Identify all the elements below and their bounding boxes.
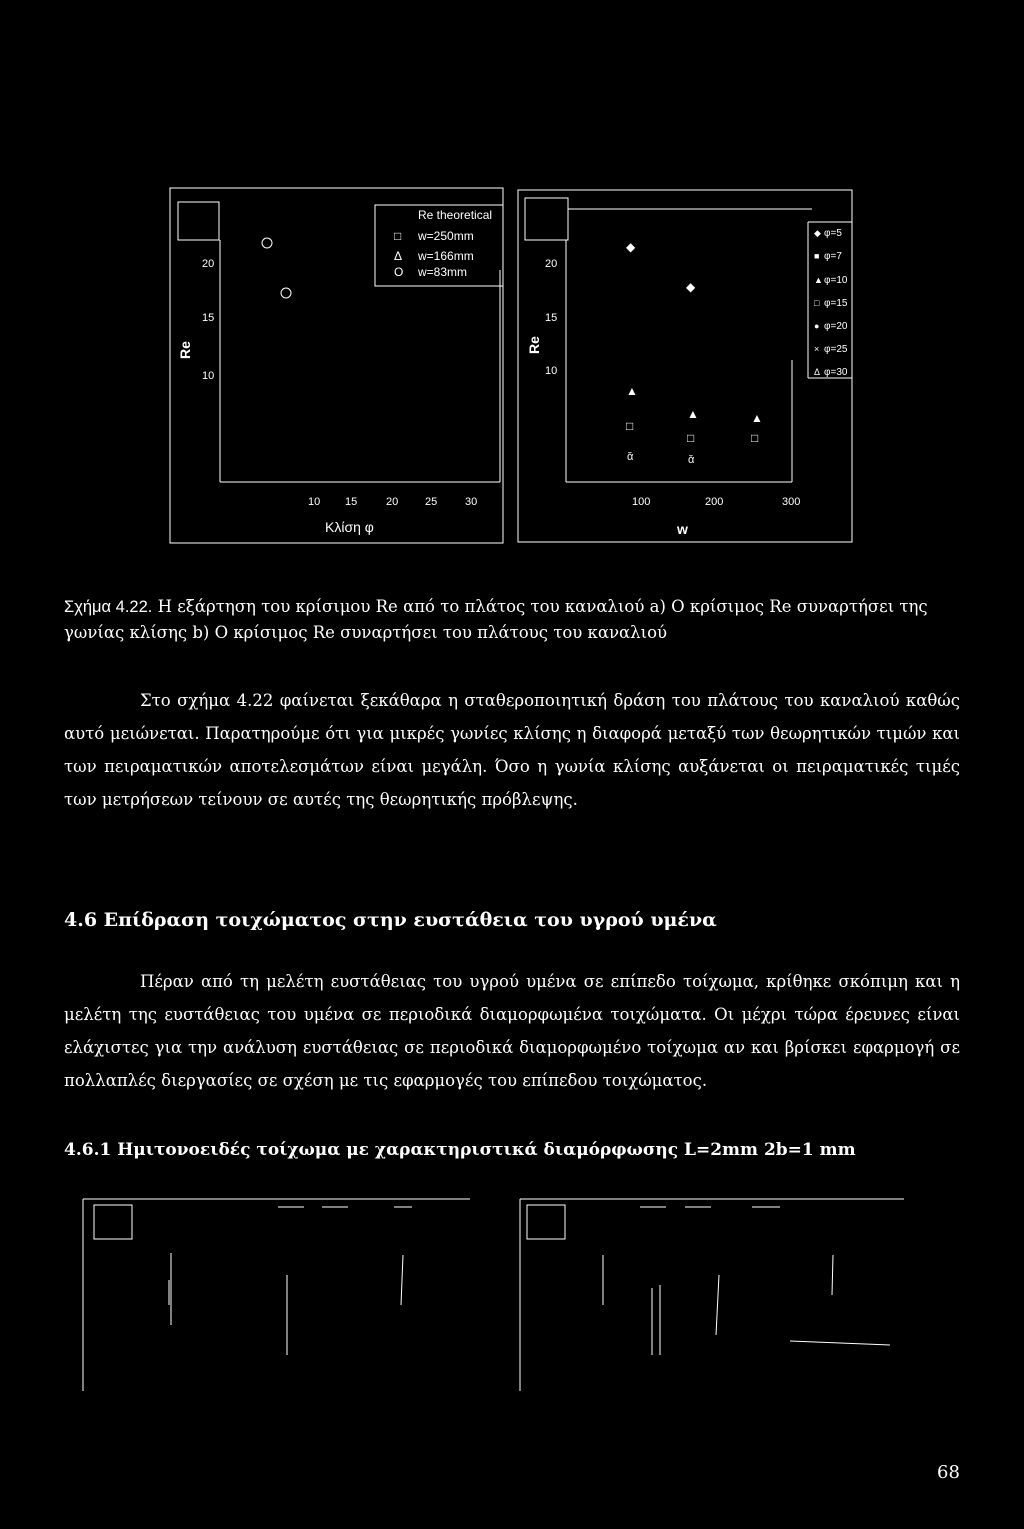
left-legend-title: Re theoretical xyxy=(418,208,493,222)
right-point-phi25-b: ᾰ xyxy=(688,454,695,466)
right-legend-marker-7: ■ xyxy=(814,251,820,261)
left-xtick-25: 25 xyxy=(425,496,438,508)
right-legend-label-10: φ=10 xyxy=(824,275,848,286)
figure-caption-text: Η εξάρτηση του κρίσιμου Re από το πλάτος του καναλιού a) O κρίσιμος Re συναρτήσει της γωνίας κλίσης b) Ο κρίσιμος Re συναρτήσει του πλάτους του καναλιού xyxy=(64,597,928,642)
right-legend-label-30: φ=30 xyxy=(824,367,848,378)
left-legend-marker-83: O xyxy=(394,265,404,279)
paragraph-1 xyxy=(64,684,960,816)
right-point-phi10-a: ▲ xyxy=(626,384,638,398)
left-ylabel: Re xyxy=(177,341,193,359)
left-point-w83-2 xyxy=(281,288,291,298)
left-xlabel: Κλίση φ xyxy=(325,519,374,535)
right-legend-label-25: φ=25 xyxy=(824,344,848,355)
right-point-phi15-b: □ xyxy=(687,431,695,445)
right-point-phi10-c: ▲ xyxy=(751,411,763,425)
left-xtick-20: 20 xyxy=(386,496,399,508)
right-xtick-100: 100 xyxy=(632,496,651,508)
left-legend-marker-250: □ xyxy=(394,229,402,243)
section-heading: 4.6 Επίδραση τοιχώματος στην ευστάθεια του υγρού υμένα xyxy=(64,909,717,931)
right-ylabel: Re xyxy=(526,336,542,354)
right-legend-label-20: φ=20 xyxy=(824,321,848,332)
figure-4-22 xyxy=(0,0,1024,560)
right-xlabel: w xyxy=(677,521,688,537)
right-ytick-15: 15 xyxy=(545,312,558,324)
right-legend-marker-30: Δ xyxy=(814,367,821,377)
right-legend-marker-15: □ xyxy=(814,298,820,308)
right-point-phi5-b: ◆ xyxy=(686,280,696,294)
paragraph-2-text: Πέραν από τη μελέτη ευστάθειας του υγρού υμένα σε επίπεδο τοίχωμα, κρίθηκε σκόπιμη και η μελέτη της ευστάθειας του υμένα σε περιοδικά διαμορφωμένα τοιχώματα. Οι μέχρι τώρα έρευνες είναι ελάχιστες για την ανάλυση ευστάθειας σε περιοδικά διαμορφωμένο τοίχωμα αν και βρίσκει εφαρμογή σε πολλαπλές διεργασίες σε σχέση με τις εφαρμογές του επίπεδου τοιχώματος. xyxy=(64,972,960,1090)
left-xtick-10: 10 xyxy=(308,496,321,508)
left-ytick-15: 15 xyxy=(202,312,215,324)
right-legend-label-7: φ=7 xyxy=(824,251,842,262)
right-point-phi10-b: ▲ xyxy=(687,407,699,421)
right-point-phi15-c: □ xyxy=(751,431,759,445)
left-legend-label-83: w=83mm xyxy=(418,265,468,279)
right-point-phi5-a: ◆ xyxy=(626,240,636,254)
right-legend-marker-10: ▲ xyxy=(814,275,823,285)
left-point-w83-1 xyxy=(262,238,272,248)
left-xtick-15: 15 xyxy=(345,496,358,508)
bottom-right-chart xyxy=(520,1199,904,1391)
right-point-phi15-a: □ xyxy=(626,419,634,433)
right-ytick-10: 10 xyxy=(545,365,558,377)
left-legend-marker-166: Δ xyxy=(394,249,403,263)
page-number: 68 xyxy=(937,1462,960,1483)
left-xtick-30: 30 xyxy=(465,496,478,508)
left-chart xyxy=(170,188,503,543)
paragraph-1-text: Στο σχήμα 4.22 φαίνεται ξεκάθαρα η σταθεροποιητική δράση του πλάτους του καναλιού καθώς αυτό μειώνεται. Παρατηρούμε ότι για μικρές γωνίες κλίσης η διαφορά μεταξύ των θεωρητικών τιμών και των πειραματικών αποτελεσμάτων είναι μεγάλη. Όσο η γωνία κλίσης αυξάνεται οι πειραματικές τιμές των μετρήσεων τείνουν σε αυτές της θεωρητικής πρόβλεψης. xyxy=(64,691,960,809)
right-legend-marker-25: × xyxy=(814,344,820,354)
right-xtick-200: 200 xyxy=(705,496,724,508)
left-ytick-20: 20 xyxy=(202,258,215,270)
right-ytick-20: 20 xyxy=(545,258,558,270)
left-legend xyxy=(375,205,503,286)
left-legend-label-166: w=166mm xyxy=(418,249,474,263)
figure-caption xyxy=(64,594,964,646)
right-legend xyxy=(808,222,852,378)
right-chart xyxy=(518,190,852,542)
left-legend-label-250: w=250mm xyxy=(418,229,474,243)
bottom-figure xyxy=(0,1195,1024,1395)
subsection-heading: 4.6.1 Ημιτονοειδές τοίχωμα με χαρακτηριστικά διαμόρφωσης L=2mm 2b=1 mm xyxy=(64,1140,856,1160)
right-legend-marker-5: ◆ xyxy=(814,228,821,238)
paragraph-2 xyxy=(64,965,960,1097)
right-xtick-300: 300 xyxy=(782,496,801,508)
left-ytick-10: 10 xyxy=(202,370,215,382)
right-legend-label-5: φ=5 xyxy=(824,228,842,239)
right-point-phi25-a: ᾰ xyxy=(627,451,634,463)
right-legend-marker-20: ● xyxy=(814,321,820,331)
bottom-left-chart xyxy=(83,1199,470,1391)
figure-caption-number: Σχήμα 4.22. xyxy=(64,598,153,616)
right-legend-label-15: φ=15 xyxy=(824,298,848,309)
